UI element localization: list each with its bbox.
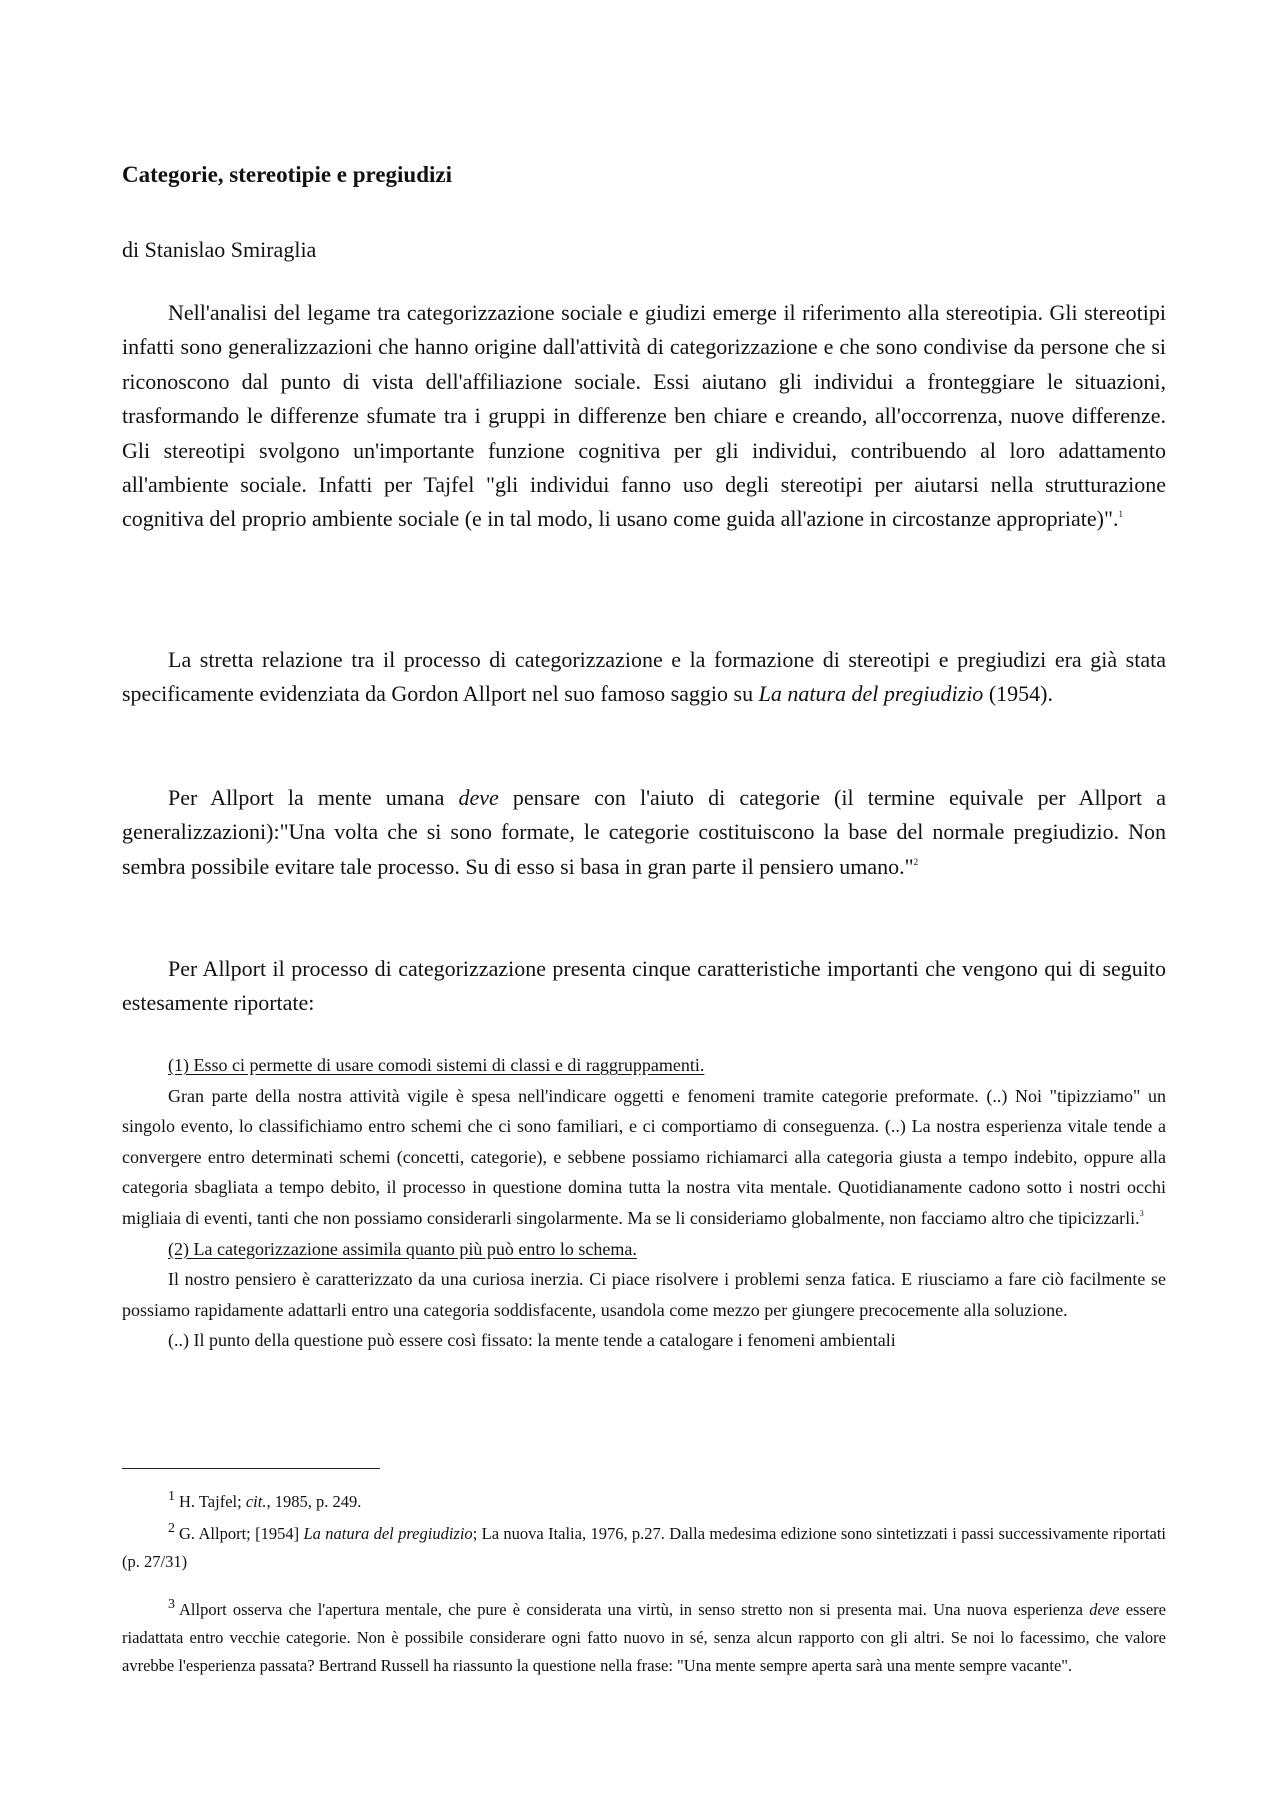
paragraph-1 [122, 296, 1166, 537]
quote-paragraph-2: Il nostro pensiero è caratterizzato da una curiosa inerzia. Ci piace risolvere i problemi senza fatica. E riusciamo a fare ciò facilmente se possiamo rapidamente adattarli entro una categoria soddisfacente, usandola come mezzo per giungere precocemente alla soluzione. [122, 1269, 1166, 1320]
footnote-3-text-a: Allport osserva che l'apertura mentale, che pure è considerata una virtù, in senso stretto non si presenta mai. Una nuova esperienza [179, 1600, 1090, 1619]
paragraph-1-text: Nell'analisi del legame tra categorizzazione sociale e giudizi emerge il riferimento alla stereotipia. Gli stereotipi infatti sono generalizzazioni che hanno origine dall'attività di categorizzazione e che sono condivise da persone che si riconoscono dal punto di vista dell'affiliazione sociale. Essi aiutano gli individui a fronteggiare le situazioni, trasformando le differenze sfumate tra i gruppi in differenze ben chiare e creando, all'occorrenza, nuove differenze. Gli stereotipi svolgono un'importante funzione cognitiva per gli individui, contribuendo al loro adattamento all'ambiente sociale. Infatti per Tajfel "gli individui fanno uso degli stereotipi per aiutarsi nella strutturazione cognitiva del proprio ambiente sociale (e in tal modo, li usano come guida all'azione in circostanze appropriate)". [122, 300, 1166, 532]
book-title-italic: La natura del pregiudizio [758, 681, 984, 707]
footnote-1-text-a: H. Tajfel; [179, 1492, 246, 1511]
quote-heading-2-text: (2) La categorizzazione assimila quanto più può entro lo schema. [168, 1238, 637, 1259]
footnote-1-italic: cit. [245, 1492, 267, 1511]
quote-paragraph-3: (..) Il punto della questione può essere così fissato: la mente tende a catalogare i fenomeni ambientali [168, 1330, 896, 1351]
quoted-section [122, 1050, 1166, 1356]
emphasis-deve: deve [458, 785, 499, 810]
footnote-2-text-b: ; La nuova Italia, 1976, p.27. Dalla medesima edizione sono sintetizzati i passi successivamente riportati (p. 27/31) [122, 1524, 1166, 1571]
footnote-2-number: 2 [168, 1521, 175, 1536]
page-title: Categorie, stereotipie e pregiudizi [122, 162, 453, 187]
footnote-3 [122, 1596, 1166, 1680]
paragraph-4: Per Allport il processo di categorizzazione presenta cinque caratteristiche importanti che vengono qui di seguito estesamente riportate: [122, 956, 1166, 1016]
paragraph-3-text-b: pensare con l'aiuto di categorie (il termine equivale per Allport a generalizzazioni):"Una volta che si sono formate, le categorie costituiscono la base del normale pregiudizio. Non sembra possibile evitare tale processo. Su di esso si basa in gran parte il pensiero umano." [122, 785, 1167, 879]
footnote-ref-1: 1 [1118, 509, 1123, 520]
footnote-1-text-b: , 1985, p. 249. [266, 1492, 362, 1511]
paragraph-2 [122, 643, 1166, 712]
footnote-2-italic: La natura del pregiudizio [303, 1524, 473, 1543]
footnote-ref-2: 2 [913, 856, 919, 867]
footnote-2-text-a: G. Allport; [1954] [179, 1524, 304, 1543]
quote-paragraph-1-text: Gran parte della nostra attività vigile è spesa nell'indicare oggetti e fenomeni tramite categorie preformate. (..) Noi "tipizziamo" un singolo evento, lo classifichiamo entro schemi che ci sono familiari, e ci comportiamo di conseguenza. (..) La nostra esperienza vitale tende a convergere entro determinati schemi (concetti, categorie), e sebbene possiamo richiamarci alla categoria giusta a tempo indebito, oppure alla categoria sbagliata a tempo debito, il processo in questione domina tutta la nostra vita mentale. Quotidianamente cadono sotto i nostri occhi migliaia di eventi, tanti che non possiamo considerarli singolarmente. Ma se li consideriamo globalmente, non facciamo altro che tipicizzarli. [122, 1085, 1166, 1228]
footnote-3-italic: deve [1089, 1600, 1120, 1619]
footnote-1 [122, 1488, 1166, 1516]
footnote-1-number: 1 [168, 1489, 175, 1504]
author-line: di Stanislao Smiraglia [122, 237, 317, 262]
paragraph-3-text-a: Per Allport la mente umana [168, 785, 459, 810]
paragraph-2-text-a: La stretta relazione tra il processo di categorizzazione e la formazione di stereotipi e pregiudizi era già stata specificamente evidenziata da Gordon Allport nel suo famoso saggio su [122, 647, 1166, 707]
footnote-separator [122, 1468, 380, 1469]
quote-heading-1-text: (1) Esso ci permette di usare comodi sistemi di classi e di raggruppamenti. [168, 1055, 705, 1075]
quote-heading-1 [122, 1050, 1166, 1081]
footnote-3-number: 3 [168, 1597, 175, 1612]
quote-heading-2 [122, 1234, 1166, 1265]
footnote-2 [122, 1520, 1166, 1576]
paragraph-3 [122, 781, 1166, 884]
paragraph-2-text-b: (1954). [983, 681, 1053, 707]
quote-paragraph-1 [122, 1081, 1166, 1234]
footnote-3-text-b: essere riadattata entro vecchie categorie. Non è possibile considerare ogni fatto nuovo in sé, senza alcun rapporto con gli altri. Se noi lo facessimo, che valore avrebbe l'esperienza passata? Bertrand Russell ha riassunto la questione nella frase: "Una mente sempre aperta sarà una mente sempre vacante". [122, 1600, 1166, 1675]
footnote-ref-3: 3 [1139, 1208, 1144, 1218]
